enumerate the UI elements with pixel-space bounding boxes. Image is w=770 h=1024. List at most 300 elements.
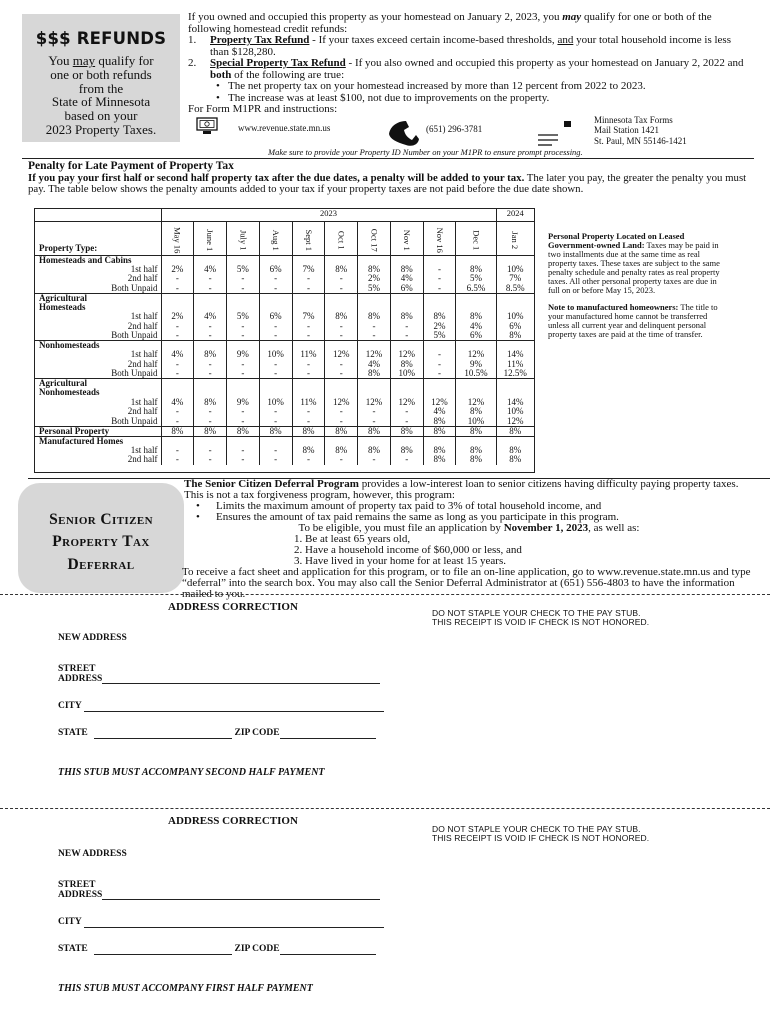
new-address-label: NEW ADDRESS <box>58 633 127 643</box>
penalty-cell: - <box>227 417 260 427</box>
penalty-cell: - <box>358 407 391 417</box>
senior-intro-rest: provides a low-interest loan to senior citizens having difficulty paying property taxes. This is not a tax forgiveness program, however, this program: <box>184 478 739 501</box>
penalty-cell: 8% <box>194 426 227 436</box>
table-row <box>35 417 534 427</box>
penalty-cell: - <box>194 446 227 456</box>
table-row <box>35 369 534 379</box>
street-label-1: STREET <box>58 664 96 674</box>
penalty-cell: - <box>325 284 358 294</box>
penalty-cell: 4% <box>456 322 496 332</box>
penalty-cell: - <box>390 407 423 417</box>
penalty-cell: 5% <box>227 265 260 275</box>
intro-p1-pre: If you owned and occupied this property as your homestead on January 2, 2023, you <box>188 11 563 23</box>
date-header-label: Nov 16 <box>434 227 445 253</box>
leased-land-note <box>548 232 724 294</box>
penalty-cell: - <box>325 360 358 370</box>
installment-label: Both Unpaid <box>111 282 158 293</box>
date-header-label: Jan 2 <box>510 231 521 250</box>
computer-icon <box>196 117 218 135</box>
penalty-cell: 5% <box>423 331 456 341</box>
item1-post: your total household income is less than $128,280. <box>210 34 731 58</box>
property-type-name: Personal Property <box>35 426 161 436</box>
penalty-intro <box>28 173 753 196</box>
penalty-cell: - <box>390 455 423 465</box>
penalty-cell: - <box>227 360 260 370</box>
penalty-cell: 4% <box>358 360 391 370</box>
website-link[interactable]: www.revenue.state.mn.us <box>238 123 331 133</box>
cut-line <box>0 594 770 595</box>
stub-notice-2: THIS RECEIPT IS VOID IF CHECK IS NOT HONORED. <box>432 832 650 843</box>
state-zip-field[interactable] <box>58 729 376 739</box>
penalty-cell: - <box>259 360 292 370</box>
eligible-pre: To be eligible, you must file an application by <box>298 522 504 534</box>
installment-label: 1st half <box>130 263 158 274</box>
property-type-name: Nonhomesteads <box>35 341 161 351</box>
penalty-cell: 6% <box>259 265 292 275</box>
table-row <box>35 284 534 294</box>
penalty-cell: - <box>227 284 260 294</box>
badge-line-2: Property Tax <box>52 533 150 551</box>
refund-line3: from the <box>78 80 124 96</box>
penalty-cell: - <box>161 360 194 370</box>
penalty-cell: 8% <box>456 407 496 417</box>
senior-closing: To receive a fact sheet and application for this program, or to file an on-line application, go to www.revenue.state.mn.us and type “deferral” into the search box. You may also call the Senior Deferral Administrator at (651) 556-4803 to have the information mailed to you. <box>182 566 751 600</box>
penalty-cell: 10% <box>496 407 534 417</box>
property-type-name: Nonhomesteads <box>39 387 100 397</box>
penalty-cell: 8% <box>325 426 358 436</box>
penalty-cell: - <box>259 446 292 456</box>
penalty-cell: - <box>358 331 391 341</box>
refund-callout <box>22 14 180 142</box>
city-field[interactable] <box>58 918 384 928</box>
stub-notice <box>432 825 649 843</box>
penalty-cell: 8% <box>358 312 391 322</box>
installment-label: 1st half <box>130 396 158 407</box>
mail-icon <box>536 119 576 149</box>
penalty-cell: - <box>325 331 358 341</box>
refund-line5: based on your <box>64 108 138 124</box>
street-line[interactable] <box>102 899 380 900</box>
mail-address <box>594 115 687 146</box>
group-header-row <box>35 388 534 398</box>
date-header-row <box>35 221 534 255</box>
penalty-cell: 8% <box>496 426 534 436</box>
penalty-cell: - <box>194 284 227 294</box>
senior-intro <box>184 479 754 501</box>
refund-line1-post: qualify for <box>95 53 154 69</box>
penalty-cell: 12% <box>456 350 496 360</box>
mail-line-2: Mail Station 1421 <box>594 125 659 136</box>
address-correction-title: ADDRESS CORRECTION <box>168 815 298 827</box>
penalty-cell: - <box>194 360 227 370</box>
penalty-cell: - <box>259 322 292 332</box>
intro-p1-may: may <box>562 11 582 23</box>
state-label: STATE <box>58 728 88 738</box>
penalty-cell: - <box>423 369 456 379</box>
property-type-name: Homesteads and Cabins <box>39 254 132 265</box>
penalty-cell: 11% <box>292 350 325 360</box>
state-zip-field[interactable] <box>58 945 376 955</box>
installment-label: 2nd half <box>127 406 158 416</box>
zip-line[interactable] <box>280 738 376 739</box>
penalty-cell: 8% <box>423 446 456 456</box>
property-type-name: Homesteads <box>39 301 86 312</box>
penalty-cell: - <box>259 284 292 294</box>
penalty-cell: 8% <box>456 446 496 456</box>
table-row <box>35 312 534 322</box>
penalty-cell: 7% <box>292 312 325 322</box>
penalty-cell: 2% <box>423 322 456 332</box>
eligibility-line <box>184 523 754 534</box>
item1-and: and <box>557 34 574 47</box>
refund-title: $$$ REFUNDS <box>35 29 167 48</box>
penalty-cell: 6% <box>456 331 496 341</box>
zip-line[interactable] <box>280 954 376 955</box>
installment-label: Both Unpaid <box>111 415 158 426</box>
date-header-label: May 16 <box>172 227 183 254</box>
penalty-cell: - <box>358 322 391 332</box>
penalty-cell: 8% <box>390 446 423 456</box>
penalty-cell: - <box>325 322 358 332</box>
penalty-cell: 4% <box>161 398 194 408</box>
penalty-cell: 6% <box>259 312 292 322</box>
penalty-cell: 12% <box>358 398 391 408</box>
penalty-cell: 2% <box>161 312 194 322</box>
stub-notice-1: DO NOT STAPLE YOUR CHECK TO THE PAY STUB. <box>432 824 641 834</box>
date-header <box>259 221 292 255</box>
street-line[interactable] <box>102 683 380 684</box>
item2-num: 2. <box>188 57 197 70</box>
refund-line2: one or both refunds <box>50 67 152 83</box>
item1-title: Property Tax Refund <box>210 34 310 47</box>
date-header <box>456 221 496 255</box>
penalty-intro-bold: If you pay your first half or second half property tax after the due dates, a penalty will be added to your tax. <box>28 172 525 184</box>
state-label: STATE <box>58 944 88 954</box>
installment-label: Both Unpaid <box>111 330 158 340</box>
penalty-cell: 8.5% <box>496 284 534 294</box>
penalty-cell: - <box>194 407 227 417</box>
penalty-cell: - <box>325 455 358 465</box>
penalty-cell: - <box>423 284 456 294</box>
badge-line-3: Deferral <box>67 555 135 573</box>
penalty-cell: - <box>423 265 456 275</box>
penalty-cell: 8% <box>325 265 358 275</box>
penalty-cell: - <box>259 331 292 341</box>
date-header-label: Sept 1 <box>303 229 314 251</box>
penalty-cell: 9% <box>456 360 496 370</box>
penalty-cell: 4% <box>194 265 227 275</box>
penalty-cell: - <box>259 274 292 284</box>
penalty-cell: - <box>292 331 325 341</box>
street-label-1: STREET <box>58 880 96 890</box>
penalty-cell: - <box>292 369 325 379</box>
installment-label: 2nd half <box>127 454 158 464</box>
date-header <box>161 221 194 255</box>
refund-intro <box>188 12 748 116</box>
penalty-cell: 8% <box>496 455 534 465</box>
penalty-cell: 8% <box>456 265 496 275</box>
penalty-cell: 8% <box>456 312 496 322</box>
penalty-cell: 4% <box>161 350 194 360</box>
date-header-label: June 1 <box>205 229 216 252</box>
property-type-name: Manufactured Homes <box>35 436 161 446</box>
penalty-cell: - <box>292 417 325 427</box>
state-line[interactable] <box>94 954 232 955</box>
penalty-heading: Penalty for Late Payment of Property Tax <box>28 160 234 172</box>
date-header-label: Dec 1 <box>471 230 482 251</box>
street-label-2: ADDRESS <box>58 889 103 900</box>
refund-item-1 <box>188 35 748 58</box>
penalty-cell: 10% <box>259 398 292 408</box>
penalty-cell: - <box>161 446 194 456</box>
penalty-cell: 8% <box>496 446 534 456</box>
address-correction-title: ADDRESS CORRECTION <box>168 601 298 613</box>
date-header <box>423 221 456 255</box>
penalty-cell: - <box>358 455 391 465</box>
requirement-3: 3. Have lived in your home for at least 15 years. <box>294 555 506 567</box>
penalty-cell: 8% <box>161 426 194 436</box>
group-header-row <box>35 436 534 446</box>
installment-label: 1st half <box>130 349 158 359</box>
penalty-cell: 2% <box>161 265 194 275</box>
date-header-label: July 1 <box>238 229 249 251</box>
penalty-cell: 5% <box>358 284 391 294</box>
street-field[interactable] <box>58 665 380 684</box>
penalty-cell: 8% <box>390 360 423 370</box>
penalty-cell: - <box>161 331 194 341</box>
penalty-cell: 8% <box>358 369 391 379</box>
penalty-cell: - <box>325 274 358 284</box>
refund-item-2 <box>188 58 748 81</box>
penalty-cell: 8% <box>325 312 358 322</box>
penalty-cell: 11% <box>292 398 325 408</box>
refund-line6: 2023 Property Taxes. <box>45 121 157 137</box>
special-bullet-1: • The net property tax on your homestead increased by more than 12 percent from 2022 to 2023. <box>188 81 748 93</box>
new-address-label: NEW ADDRESS <box>58 849 127 859</box>
penalty-cell: - <box>227 274 260 284</box>
table-row <box>35 455 534 465</box>
penalty-cell: 9% <box>227 398 260 408</box>
stub-notice-1: DO NOT STAPLE YOUR CHECK TO THE PAY STUB. <box>432 608 641 618</box>
table-row <box>35 398 534 408</box>
penalty-cell: 8% <box>423 426 456 436</box>
senior-intro-bold: The Senior Citizen Deferral Program <box>184 478 359 490</box>
refund-line1-pre: You <box>48 53 73 69</box>
mail-line-1: Minnesota Tax Forms <box>594 115 673 125</box>
group-header-row <box>35 341 534 351</box>
penalty-cell: - <box>194 331 227 341</box>
penalty-cell: - <box>292 455 325 465</box>
penalty-cell: 8% <box>358 265 391 275</box>
manufactured-note-title: Note to manufactured homeowners: <box>548 302 679 313</box>
penalty-cell: 8% <box>456 426 496 436</box>
installment-label: 2nd half <box>127 273 158 283</box>
zip-label: ZIP CODE <box>234 944 280 954</box>
penalty-cell: - <box>161 274 194 284</box>
year-header-row <box>35 209 534 221</box>
side-notes <box>548 232 724 339</box>
refund-line1-may: may <box>72 53 96 69</box>
penalty-cell: 14% <box>496 398 534 408</box>
item2-both: both <box>210 68 232 81</box>
group-header-row <box>35 255 534 265</box>
stub-notice-2: THIS RECEIPT IS VOID IF CHECK IS NOT HONORED. <box>432 616 650 627</box>
city-field[interactable] <box>58 702 384 712</box>
street-label-2: ADDRESS <box>58 673 103 684</box>
penalty-cell: - <box>423 360 456 370</box>
penalty-cell: 11% <box>496 360 534 370</box>
leased-note-text: Taxes may be paid in two installments due at the same time as real property taxes. These taxes are subject to the same penalty schedule and penalty rates as real property taxes. All other personal property taxes are due in full on or before May 15, 2023. <box>548 239 720 295</box>
penalty-cell: 12% <box>325 398 358 408</box>
penalty-cell: 8% <box>496 331 534 341</box>
group-header-row <box>35 379 534 389</box>
senior-badge-title <box>18 509 184 576</box>
penalty-cell: - <box>194 455 227 465</box>
state-line[interactable] <box>94 738 232 739</box>
date-header <box>496 221 534 255</box>
penalty-cell: 8% <box>423 417 456 427</box>
penalty-cell: 8% <box>423 312 456 322</box>
refund-line4: State of Minnesota <box>51 94 151 110</box>
street-field[interactable] <box>58 881 380 900</box>
penalty-cell: - <box>161 322 194 332</box>
eligible-date: November 1, 2023 <box>503 522 589 534</box>
penalty-cell: - <box>161 369 194 379</box>
penalty-cell: - <box>194 274 227 284</box>
penalty-cell: - <box>259 417 292 427</box>
manufactured-note-text: The title to your manufactured home cannot be transferred unless all current year and delinquent personal property taxes are paid at the time of transfer. <box>548 302 718 340</box>
penalty-cell: 4% <box>390 274 423 284</box>
penalty-cell: - <box>194 417 227 427</box>
penalty-cell: 12% <box>423 398 456 408</box>
installment-label: 2nd half <box>127 358 158 369</box>
city-line[interactable] <box>84 711 384 712</box>
zip-label: ZIP CODE <box>234 728 280 738</box>
refund-list <box>188 35 748 81</box>
penalty-cell: 14% <box>496 350 534 360</box>
date-header-label: Nov 1 <box>401 229 412 251</box>
penalty-cell: - <box>161 417 194 427</box>
penalty-cell: - <box>227 446 260 456</box>
penalty-cell: 10% <box>496 265 534 275</box>
penalty-cell: - <box>227 331 260 341</box>
stub-footer: THIS STUB MUST ACCOMPANY FIRST HALF PAYMENT <box>58 983 313 994</box>
requirement-2: 2. Have a household income of $60,000 or less, and <box>294 544 522 556</box>
penalty-cell: 8% <box>358 426 391 436</box>
property-type-header: Property Type: <box>35 221 161 255</box>
penalty-cell: 5% <box>227 312 260 322</box>
table-row <box>35 407 534 417</box>
penalty-cell: 6% <box>496 322 534 332</box>
penalty-cell: - <box>325 369 358 379</box>
penalty-cell: 8% <box>227 426 260 436</box>
special-bullet-2: • The increase was at least $100, not due to improvements on the property. <box>188 93 748 105</box>
penalty-cell: - <box>325 417 358 427</box>
penalty-cell: - <box>259 407 292 417</box>
senior-bullet-1: • Limits the maximum amount of property tax paid to 3% of total household income, and <box>184 501 754 512</box>
penalty-cell: 12% <box>390 350 423 360</box>
penalty-cell: 8% <box>358 446 391 456</box>
penalty-cell: 10% <box>390 369 423 379</box>
penalty-cell: 8% <box>390 265 423 275</box>
penalty-cell: 8% <box>259 426 292 436</box>
penalty-cell: - <box>390 417 423 427</box>
penalty-cell: 9% <box>227 350 260 360</box>
senior-deferral-badge <box>18 483 184 593</box>
penalty-cell: - <box>292 322 325 332</box>
penalty-cell: - <box>227 369 260 379</box>
penalty-cell: - <box>227 455 260 465</box>
penalty-cell: 8% <box>456 455 496 465</box>
year-2024: 2024 <box>496 209 534 221</box>
group-header-row <box>35 303 534 313</box>
penalty-cell: 6% <box>390 284 423 294</box>
penalty-cell: - <box>292 284 325 294</box>
table-row <box>35 446 534 456</box>
property-id-reminder: Make sure to provide your Property ID Number on your M1PR to ensure prompt processing. <box>268 147 583 157</box>
penalty-cell: - <box>292 407 325 417</box>
penalty-cell: 12.5% <box>496 369 534 379</box>
penalty-cell: - <box>259 369 292 379</box>
date-header <box>292 221 325 255</box>
date-header-label: Oct 17 <box>369 228 380 252</box>
date-header <box>358 221 391 255</box>
stub-footer: THIS STUB MUST ACCOMPANY SECOND HALF PAYMENT <box>58 767 325 778</box>
phone-number: (651) 296-3781 <box>426 124 483 134</box>
penalty-cell: 7% <box>292 265 325 275</box>
penalty-cell: 12% <box>390 398 423 408</box>
city-label: CITY <box>58 701 82 711</box>
penalty-cell: 10.5% <box>456 369 496 379</box>
year-2023: 2023 <box>161 209 496 221</box>
penalty-cell: 8% <box>390 426 423 436</box>
table-row <box>35 350 534 360</box>
property-type-name: Agricultural <box>35 293 161 303</box>
penalty-cell: - <box>292 274 325 284</box>
badge-line-1: Senior Citizen <box>49 511 153 528</box>
eligible-post: , as well as: <box>588 522 640 534</box>
penalty-cell: - <box>358 417 391 427</box>
table-row <box>35 265 534 275</box>
penalty-intro-rest: The later you pay, the greater the penalty you must pay. The table below shows the penalty amounts added to your tax if your property taxes are not paid before the due date shown. <box>28 172 747 196</box>
penalty-cell: 8% <box>292 426 325 436</box>
penalty-cell: 5% <box>456 274 496 284</box>
penalty-cell: 4% <box>423 407 456 417</box>
penalty-cell: - <box>423 350 456 360</box>
penalty-cell: 8% <box>194 350 227 360</box>
penalty-cell: 8% <box>194 398 227 408</box>
penalty-cell: - <box>194 322 227 332</box>
date-header-label: Oct 1 <box>336 230 347 250</box>
penalty-cell: - <box>227 322 260 332</box>
date-header <box>325 221 358 255</box>
cut-line <box>0 808 770 809</box>
leased-note-title: Personal Property Located on Leased Government-owned Land: <box>548 231 685 250</box>
forms-line: For Form M1PR and instructions: <box>188 103 338 116</box>
penalty-cell: - <box>161 455 194 465</box>
penalty-cell: 2% <box>358 274 391 284</box>
penalty-cell: 12% <box>325 350 358 360</box>
refund-body <box>22 54 180 136</box>
manufactured-note <box>548 303 724 339</box>
penalty-cell: 6.5% <box>456 284 496 294</box>
penalty-cell: - <box>194 369 227 379</box>
penalty-cell: - <box>259 455 292 465</box>
item2-title: Special Property Tax Refund <box>210 57 346 70</box>
city-line[interactable] <box>84 927 384 928</box>
date-header-label: Aug 1 <box>270 229 281 251</box>
city-label: CITY <box>58 917 82 927</box>
